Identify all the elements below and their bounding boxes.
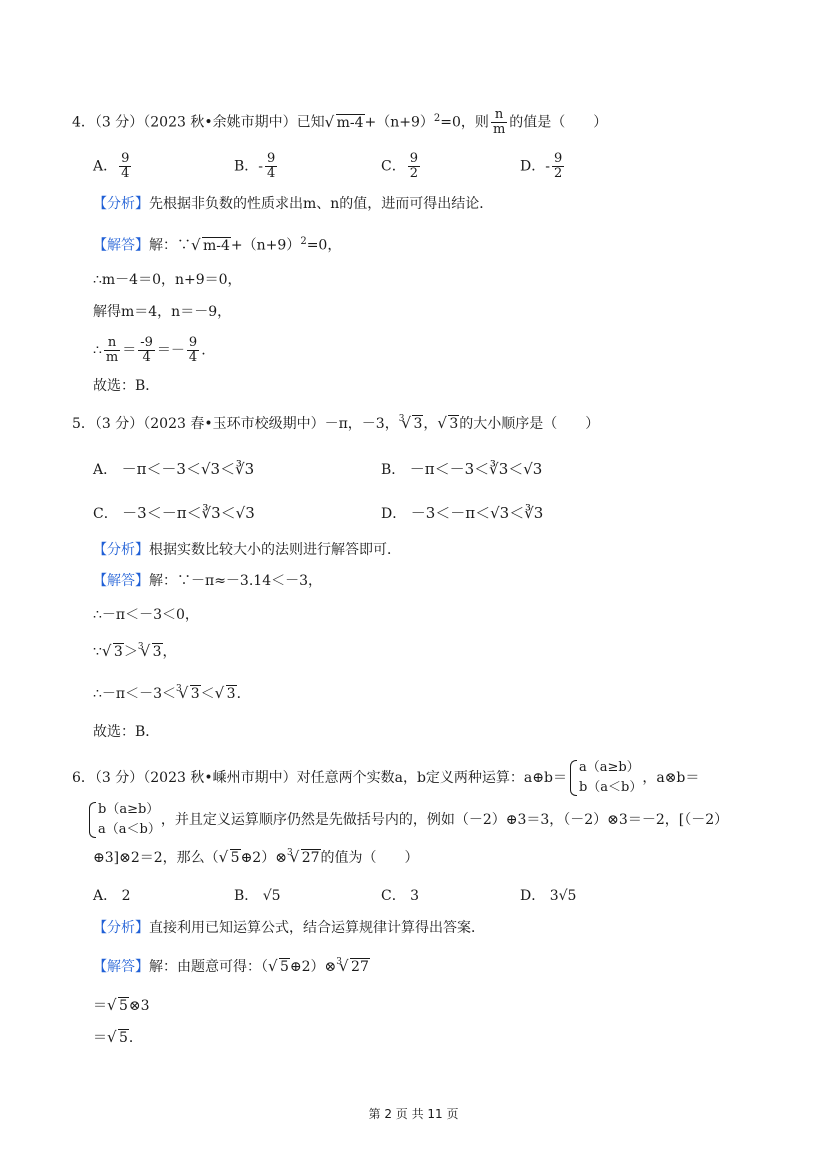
q5-option-c: C． －3＜－π＜∛3＜√3 [93, 504, 255, 522]
piecewise-brace: b（a≥b） a（a＜b） [86, 800, 161, 840]
q5-option-d: D． －3＜－π＜√3＜∛3 [381, 504, 544, 522]
q6-option-d: D． 3√5 [520, 888, 577, 904]
q5-solution-line2: ∴－π＜－3＜0， [93, 607, 199, 623]
q5-solution-line3: ∵√ 3＞$^3$√ 3， [93, 642, 177, 664]
q6-analysis: 【分析】直接利用已知运算公式，结合运算规律计算得出答案． [93, 920, 485, 936]
q4-solution-line4: ∴ $\frac{n}{m}$ ＝ $\frac{-9}{4}$ ＝－ $\frac{9}{4}$ . [93, 335, 206, 365]
q6-option-a: A． 2 [93, 888, 131, 904]
q4-solution-line1: 【解答】解：∵√ $m-4+(n+9)^2=0$， [93, 232, 341, 256]
sqrt-m-4: √ m-4 [326, 113, 365, 133]
q5-answer: 故选：B． [93, 724, 160, 740]
q4-option-c: C． $\frac{9}{2}$ [381, 151, 418, 181]
fraction-n-over-m: $\frac{n}{m}$ [492, 107, 506, 137]
q5-solution-line1: 【解答】解：∵－π≈－3.14＜－3， [93, 573, 323, 589]
q4-answer: 故选：B． [93, 378, 160, 394]
q6-stem-line1: 6．（3 分）（2023 秋•嵊州市期中）对任意两个实数a，b定义两种运算：a⊕b＝ a（a≥b） b（a＜b） ，a⊗b＝ [72, 758, 699, 798]
q5-stem: 5．（3 分）（2023 春•玉环市校级期中）－π，－3，$^3$√ 3，√ 3的大小顺序是（ ） [72, 414, 599, 436]
q4-analysis: 【分析】先根据非负数的性质求出m、n的值，进而可得出结论． [93, 196, 494, 212]
q6-solution-line2: ＝√ 5⊗3 [93, 996, 150, 1016]
q4-option-a: A． $\frac{9}{4}$ [93, 151, 130, 181]
q5-option-b: B． －π＜－3＜∛3＜√3 [381, 460, 543, 478]
q4-solution-line2: ∴m－4＝0，n+9＝0， [93, 272, 242, 288]
q6-option-c: C． 3 [381, 888, 420, 904]
q6-option-b: B． √5 [234, 888, 281, 904]
page-footer: 第 2 页 共 11 页 [368, 1107, 459, 1121]
q4-stem: 4．（3 分）（2023 秋•余姚市期中）已知√ $m-4+(n+9)^2=0$，则 $\frac{n}{m}$ 的值是（ ） [72, 108, 607, 137]
q5-option-a: A． －π＜－3＜√3＜∛3 [93, 460, 255, 478]
q6-stem-line2: b（a≥b） a（a＜b） ，并且定义运算顺序仍然是先做括号内的，例如（－2）⊕3＝3，（－2）⊗3＝－2，[（－2） [86, 800, 728, 840]
q5-analysis: 【分析】根据实数比较大小的法则进行解答即可． [93, 542, 401, 558]
q6-solution-line3: ＝√ 5． [93, 1028, 143, 1048]
q4-option-d: D．- $\frac{9}{2}$ [520, 151, 563, 181]
q6-solution-line1: 【解答】解：由题意可得：（√ 5⊕2）⊗$^3$√ 27 [93, 957, 370, 979]
q6-stem-line3: ⊕3]⊗2＝2，那么（√ 5⊕2）⊗$^3$√ 27的值为（ ） [93, 848, 419, 870]
q4-option-b: B．- $\frac{9}{4}$ [234, 151, 276, 181]
q4-solution-line3: 解得m＝4，n＝－9， [93, 304, 232, 320]
q5-solution-line4: ∴－π＜－3＜$^3$√ 3＜√ 3． [93, 684, 251, 706]
piecewise-brace: a（a≥b） b（a＜b） [567, 758, 642, 798]
